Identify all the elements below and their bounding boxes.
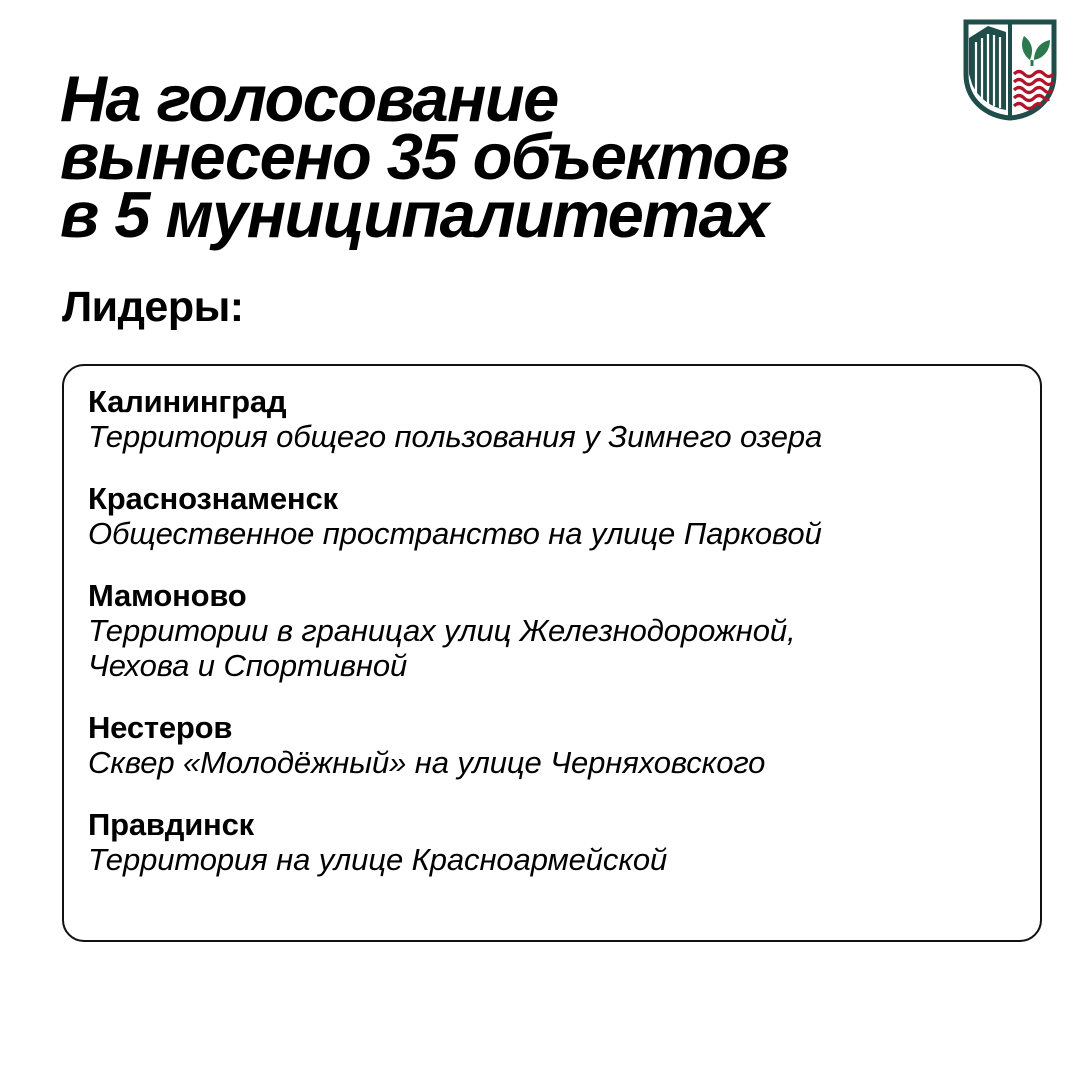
headline-line-3: в 5 муниципалитетах	[60, 178, 768, 251]
leader-city: Краснознаменск	[88, 481, 338, 516]
leader-item	[88, 385, 1040, 454]
leader-item	[88, 482, 1040, 551]
headline-line-1: На голосование	[60, 62, 558, 135]
leaders-heading: Лидеры:	[62, 283, 244, 331]
headline	[60, 62, 960, 251]
leader-object: Общественное пространство на улице Парковой	[88, 516, 822, 551]
leader-city: Калининград	[88, 384, 287, 419]
leader-item	[88, 711, 1040, 780]
leader-object: Территория на улице Красноармейской	[88, 842, 668, 877]
leaders-list	[62, 364, 1042, 942]
regional-coat-of-arms-icon	[962, 18, 1058, 122]
leader-city: Нестеров	[88, 710, 233, 745]
leader-object: Территории в границах улиц Железнодорожной, Чехова и Спортивной	[88, 613, 796, 683]
leader-city: Мамоново	[88, 578, 247, 613]
leader-item	[88, 579, 1040, 683]
leader-item	[88, 808, 1040, 877]
leader-city: Правдинск	[88, 807, 254, 842]
headline-line-2: вынесено 35 объектов	[60, 120, 789, 193]
leader-object: Территория общего пользования у Зимнего озера	[88, 419, 823, 454]
leader-object: Сквер «Молодёжный» на улице Черняховского	[88, 745, 766, 780]
